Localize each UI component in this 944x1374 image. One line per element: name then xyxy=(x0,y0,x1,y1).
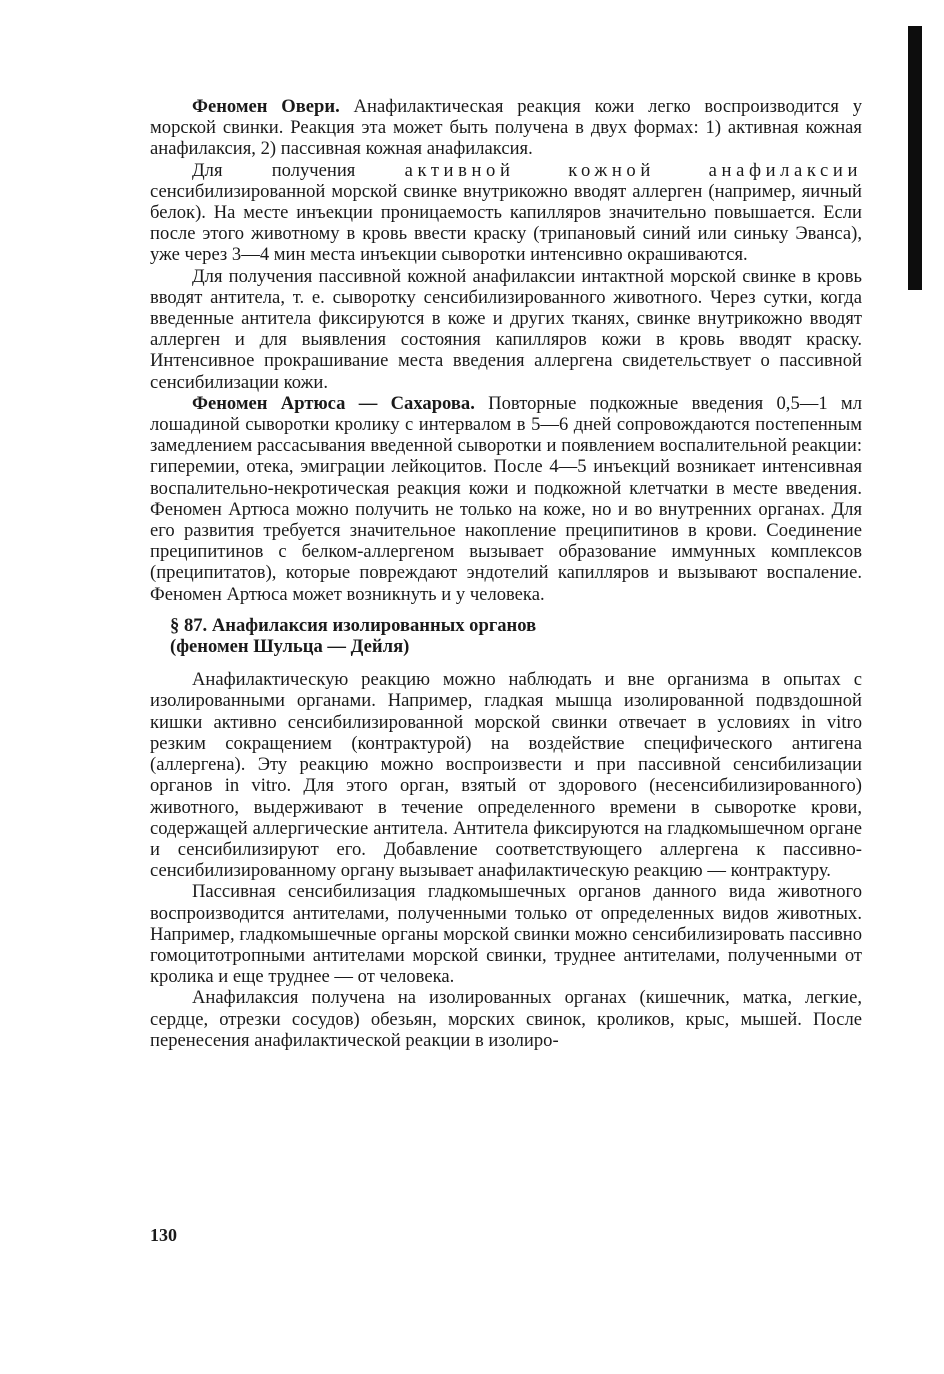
paragraph-species: Анафилаксия получена на изолированных органах (кишечник, матка, легкие, сердце, отрезки сосудов) обезьян, морских свинок, кроликов, крыс, мышей. После перенесения анафилактической реакции в изолиро- xyxy=(150,987,862,1051)
paragraph-overi xyxy=(150,96,862,160)
paragraph-passive-anaphylaxis: Для получения пассивной кожной анафилаксии интактной морской свинке в кровь вводят антитела, т. е. сыворотку сенсибилизированного животного. Через сутки, когда введенные антитела фиксируются в коже и других тканях, свинке внутрикожно вводят аллерген и для выявления состояния капилляров кожи в кровь вводят краску. Интенсивное прокрашивание места введения аллергена свидетельствует о пассивной сенсибилизации кожи. xyxy=(150,265,862,393)
paragraph-text: Для получения xyxy=(192,159,405,181)
section-title: § 87. Анафилаксия изолированных органов xyxy=(170,614,537,636)
page-body xyxy=(150,96,862,1051)
paragraph-text: Анафилактическая реакция кожи легко воспроизводится у морской свинки. Реакция эта может быть получена в двух формах: 1) активная кожная анафилаксия, 2) пассивная кожная анафилаксия. xyxy=(150,96,862,160)
scan-edge-bar xyxy=(908,26,922,290)
section-subtitle: (феномен Шульца — Дейля) xyxy=(170,636,410,658)
paragraph-arthus xyxy=(150,393,862,605)
paragraph-text: Повторные подкожные введения 0,5—1 мл лошадиной сыворотки кролику с интервалом в 5—6 дней сопровождаются постепенным замедлением рассасывания введенной сыворотки и появлением воспалительной реакции: гиперемии, отека, эмиграции лейкоцитов. После 4—5 инъекций возникает интенсивная воспалительно-некротическая реакция кожи и подкожной клетчатки в месте введения. Феномен Артюса можно получить не только на коже, но и во внутренних органах. Для его развития требуется значительное накопление преципитинов в крови. Соединение преципитинов с белком-аллергеном вызывает образование иммунных комплексов (преципитатов), которые повреждают эндотелий капилляров и вызывают воспаление. Феномен Артюса может возникнуть и у человека. xyxy=(150,392,862,605)
section-heading xyxy=(170,615,862,657)
term-overi: Феномен Овери. xyxy=(192,96,340,117)
paragraph-isolated-organs: Анафилактическую реакцию можно наблюдать и вне организма в опытах с изолированными органами. Например, гладкая мышца изолированной подвздошной кишки активно сенсибилизированной морской свинки отвечает в условиях in vitro резким сокращением (контрактурой) на воздействие специфического антигена (аллергена). Эту реакцию можно воспроизвести и при пассивной сенсибилизации органов in vitro. Для этого орган, взятый от здорового (несенсибилизированного) животного, выдерживают в течение определенного времени в сыворотке крови, содержащей аллергические антитела. Антитела фиксируются на гладкомышечном органе и сенсибилизируют его. Добавление соответствующего аллергена к пассивно-сенсибилизированному органу вызывает анафилактическую реакцию — контрактуру. xyxy=(150,669,862,882)
term-arthus: Феномен Артюса — Сахарова. xyxy=(192,392,475,414)
paragraph-text: сенсибилизированной морской свинке внутрикожно вводят аллерген (например, яичный белок). На месте инъекции проницаемость капилляров значительно повышается. Если после этого животному в кровь ввести краску (трипановый синий или синьку Эванса), уже через 3—4 мин места инъекции сыворотки интенсивно окрашиваются. xyxy=(150,180,862,266)
paragraph-passive-sensitization: Пассивная сенсибилизация гладкомышечных органов данного вида животного воспроизводится антителами, полученными только от определенных видов животных. Например, гладкомышечные органы морской свинки можно сенсибилизировать пассивно гомоцитотропными антителами морской свинки, труднее антителами, полученными от кролика и еще труднее — от человека. xyxy=(150,881,862,988)
spaced-term: активной кожной анафилаксии xyxy=(404,159,862,181)
paragraph-active-anaphylaxis xyxy=(150,160,862,266)
page-number: 130 xyxy=(150,1225,177,1245)
